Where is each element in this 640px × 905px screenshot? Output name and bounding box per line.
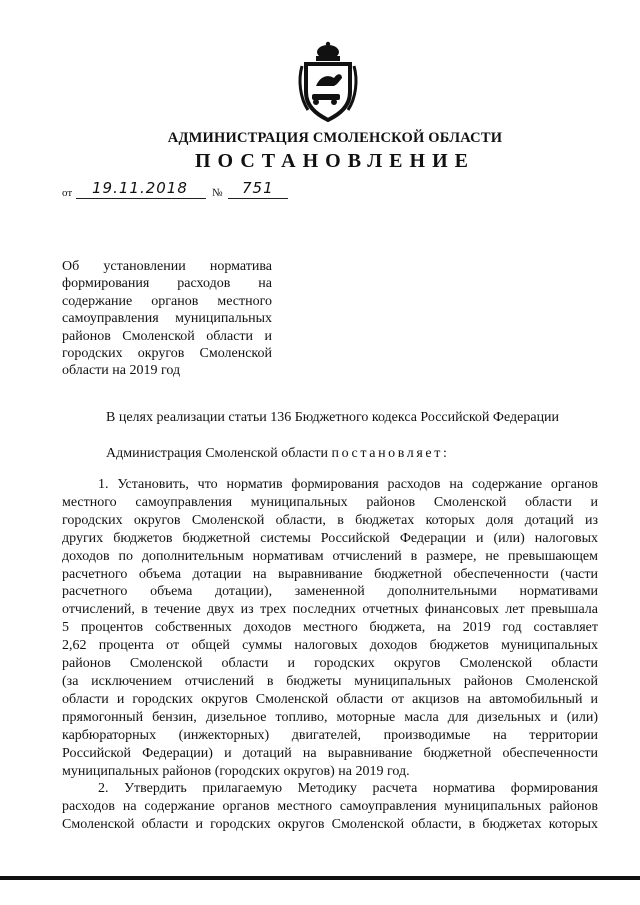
item1-line: Российской Федерации) и дотаций на выравнивание бюджетной обеспеченности	[62, 745, 598, 761]
item1-line: 1. Установить, что норматив формирования расходов на содержание органов	[98, 477, 598, 492]
crown-icon	[316, 42, 340, 61]
subject-line: формирования расходов на	[62, 276, 272, 292]
item1-line: других бюджетов бюджетной системы Российской Федерации и (или) налоговых	[62, 530, 598, 546]
number-handwritten: 751	[242, 179, 274, 197]
item1-line: 2,62 процента от общей суммы налоговых доходов бюджетов муниципальных	[62, 638, 598, 654]
number-prefix: №	[212, 187, 223, 199]
item2-line: Смоленской области и городских округов Смоленской области, в бюджетах которых	[62, 817, 598, 833]
subject-line: Об установлении норматива	[62, 259, 272, 274]
date-prefix: от	[62, 187, 73, 199]
item1-line: прямогонный бензин, дизельное топливо, моторные масла для дизельных и (или)	[62, 709, 598, 725]
date-underline	[76, 198, 206, 199]
item2-line: 2. Утвердить прилагаемую Методику расчета норматива формирования	[98, 781, 598, 797]
subject-line: содержание органов местного	[62, 293, 272, 309]
item1-line: местного самоуправления муниципальных районов Смоленской области и	[62, 494, 598, 510]
item1-line: карбюраторных (инжекторных) двигателей, производимые на территории	[62, 727, 598, 743]
item1-line: (за исключением отчислений в бюджеты муниципальных районов Смоленской	[62, 673, 598, 689]
subject-line: области на 2019 год	[62, 363, 181, 379]
decree-word: постановляет:	[331, 446, 450, 461]
date-number-line	[62, 181, 362, 203]
document-subject	[62, 258, 272, 380]
coat-of-arms-emblem	[294, 40, 362, 124]
item1-line: отчислений, в течение двух из трех последних отчетных финансовых лет превышала	[62, 602, 598, 618]
number-underline	[228, 198, 288, 199]
bottom-rule	[0, 876, 640, 880]
intro-paragraph: В целях реализации статьи 136 Бюджетного кодекса Российской Федерации	[106, 410, 560, 425]
organization-title: АДМИНИСТРАЦИЯ СМОЛЕНСКОЙ ОБЛАСТИ	[167, 130, 503, 146]
shield-icon	[306, 64, 350, 120]
item1-line: городских округов Смоленской области, в бюджетах которых доля дотаций из	[62, 512, 598, 528]
subject-line: самоуправления муниципальных	[62, 311, 272, 327]
item1-line: доходов по дополнительным нормативам отчислений в размере, не превышающем	[62, 548, 598, 564]
item1-line: районов Смоленской области и городских округов Смоленской области	[62, 656, 598, 672]
subject-line: районов Смоленской области и	[62, 328, 272, 344]
decree-paragraph	[106, 446, 449, 462]
subject-line: городских округов Смоленской	[62, 346, 272, 362]
item2-line: расходов на содержание органов местного самоуправления муниципальных районов	[62, 799, 598, 815]
item1-line: области и городских округов Смоленской области от акцизов на автомобильный и	[62, 691, 598, 707]
item1-line: муниципальных районов (городских округов) на 2019 год.	[62, 763, 410, 779]
decree-prefix: Администрация Смоленской области	[106, 446, 332, 461]
date-handwritten: 19.11.2018	[92, 179, 188, 197]
item1-line: расчетного объема дотации), замененной дополнительными нормативами	[62, 584, 598, 600]
document-type: ПОСТАНОВЛЕНИЕ	[195, 150, 475, 172]
body-text	[62, 476, 598, 834]
item1-line: 5 процентов собственных доходов местного бюджета, на 2019 год составляет	[62, 620, 598, 636]
item1-line: расчетного объема дотации на выравнивание бюджетной обеспеченности (части	[62, 566, 598, 582]
